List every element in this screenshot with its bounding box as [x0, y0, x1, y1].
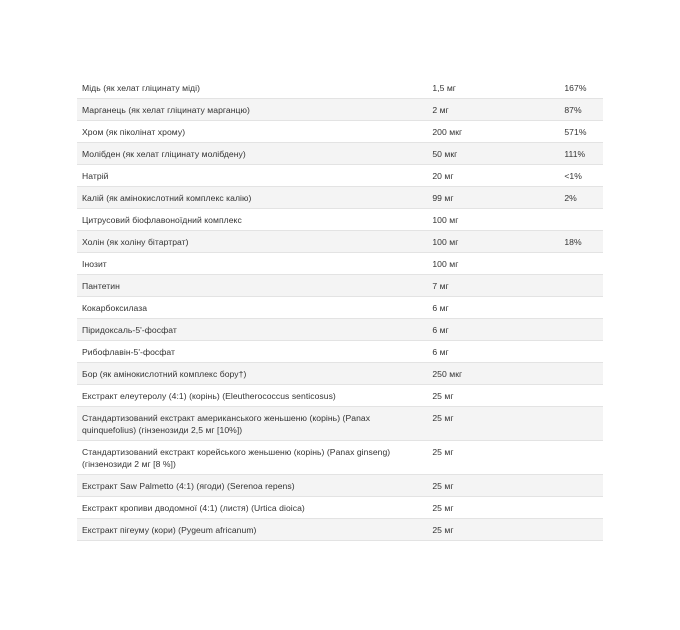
table-row [77, 519, 603, 541]
table-row [77, 441, 603, 475]
nutrient-amount-cell: 100 мг [427, 231, 559, 253]
nutrient-amount-cell: 250 мкг [427, 363, 559, 385]
nutrient-name-cell: Стандартизований екстракт американського женьшеню (корінь) (Panax quinquefolius) (гінзенозиди 2,5 мг [10%]) [77, 407, 427, 441]
nutrient-amount-cell: 1,5 мг [427, 77, 559, 99]
nutrient-daily-value-cell [559, 341, 603, 363]
nutrient-amount-cell: 20 мг [427, 165, 559, 187]
nutrient-name-cell: Холін (як холіну бітартрат) [77, 231, 427, 253]
table-row [77, 275, 603, 297]
nutrient-name-cell: Інозит [77, 253, 427, 275]
nutrient-name-cell: Пантетин [77, 275, 427, 297]
nutrient-amount-cell: 100 мг [427, 253, 559, 275]
nutrient-daily-value-cell: <1% [559, 165, 603, 187]
table-row [77, 497, 603, 519]
nutrient-amount-cell: 200 мкг [427, 121, 559, 143]
nutrient-name-cell: Цитрусовий біофлавоноїдний комплекс [77, 209, 427, 231]
table-row [77, 297, 603, 319]
nutrient-name-cell: Піридоксаль-5'-фосфат [77, 319, 427, 341]
nutrient-amount-cell: 25 мг [427, 385, 559, 407]
nutrient-daily-value-cell: 111% [559, 143, 603, 165]
nutrient-daily-value-cell [559, 497, 603, 519]
nutrient-name-cell: Екстракт елеутеролу (4:1) (корінь) (Eleutherococcus senticosus) [77, 385, 427, 407]
table-row [77, 319, 603, 341]
nutrient-daily-value-cell [559, 275, 603, 297]
nutrient-amount-cell: 25 мг [427, 497, 559, 519]
table-row [77, 143, 603, 165]
nutrient-daily-value-cell: 167% [559, 77, 603, 99]
table-row [77, 253, 603, 275]
nutrient-name-cell: Калій (як амінокислотний комплекс калію) [77, 187, 427, 209]
nutrient-amount-cell: 6 мг [427, 341, 559, 363]
nutrient-daily-value-cell: 571% [559, 121, 603, 143]
nutrient-amount-cell: 25 мг [427, 407, 559, 441]
nutrient-daily-value-cell [559, 385, 603, 407]
nutrient-daily-value-cell [559, 519, 603, 541]
nutrient-name-cell: Натрій [77, 165, 427, 187]
table-row [77, 99, 603, 121]
nutrient-name-cell: Стандартизований екстракт корейського женьшеню (корінь) (Panax ginseng) (гінзенозиди 2 мг [8 %]) [77, 441, 427, 475]
nutrient-amount-cell: 25 мг [427, 519, 559, 541]
nutrient-daily-value-cell [559, 253, 603, 275]
table-row [77, 385, 603, 407]
nutrient-amount-cell: 100 мг [427, 209, 559, 231]
nutrient-amount-cell: 25 мг [427, 475, 559, 497]
nutrient-name-cell: Екстракт кропиви дводомної (4:1) (листя) (Urtica dioica) [77, 497, 427, 519]
nutrient-amount-cell: 7 мг [427, 275, 559, 297]
table-row [77, 209, 603, 231]
nutrient-name-cell: Екстракт пігеуму (кори) (Pygeum africanum) [77, 519, 427, 541]
nutrient-name-cell: Марганець (як хелат гліцинату марганцю) [77, 99, 427, 121]
nutrient-name-cell: Молібден (як хелат гліцинату молібдену) [77, 143, 427, 165]
nutrient-daily-value-cell [559, 363, 603, 385]
nutrient-name-cell: Бор (як амінокислотний комплекс бору†) [77, 363, 427, 385]
table-row [77, 165, 603, 187]
nutrient-daily-value-cell: 87% [559, 99, 603, 121]
nutrient-daily-value-cell [559, 475, 603, 497]
nutrition-facts-table [77, 77, 603, 541]
nutrient-daily-value-cell: 2% [559, 187, 603, 209]
table-row [77, 363, 603, 385]
table-row [77, 231, 603, 253]
nutrient-amount-cell: 50 мкг [427, 143, 559, 165]
table-row [77, 77, 603, 99]
nutrient-name-cell: Мідь (як хелат гліцинату міді) [77, 77, 427, 99]
nutrient-daily-value-cell [559, 297, 603, 319]
table-row [77, 475, 603, 497]
nutrient-amount-cell: 6 мг [427, 297, 559, 319]
nutrient-daily-value-cell [559, 319, 603, 341]
table-row [77, 121, 603, 143]
nutrient-amount-cell: 99 мг [427, 187, 559, 209]
nutrition-table-body [77, 77, 603, 541]
nutrient-amount-cell: 25 мг [427, 441, 559, 475]
nutrient-daily-value-cell [559, 441, 603, 475]
nutrient-daily-value-cell: 18% [559, 231, 603, 253]
nutrient-name-cell: Кокарбоксилаза [77, 297, 427, 319]
nutrient-daily-value-cell [559, 209, 603, 231]
table-row [77, 341, 603, 363]
nutrient-amount-cell: 2 мг [427, 99, 559, 121]
table-row [77, 187, 603, 209]
nutrient-daily-value-cell [559, 407, 603, 441]
table-row [77, 407, 603, 441]
nutrient-name-cell: Хром (як піколінат хрому) [77, 121, 427, 143]
nutrient-name-cell: Рибофлавін-5'-фосфат [77, 341, 427, 363]
nutrient-amount-cell: 6 мг [427, 319, 559, 341]
nutrient-name-cell: Екстракт Saw Palmetto (4:1) (ягоди) (Serenoa repens) [77, 475, 427, 497]
